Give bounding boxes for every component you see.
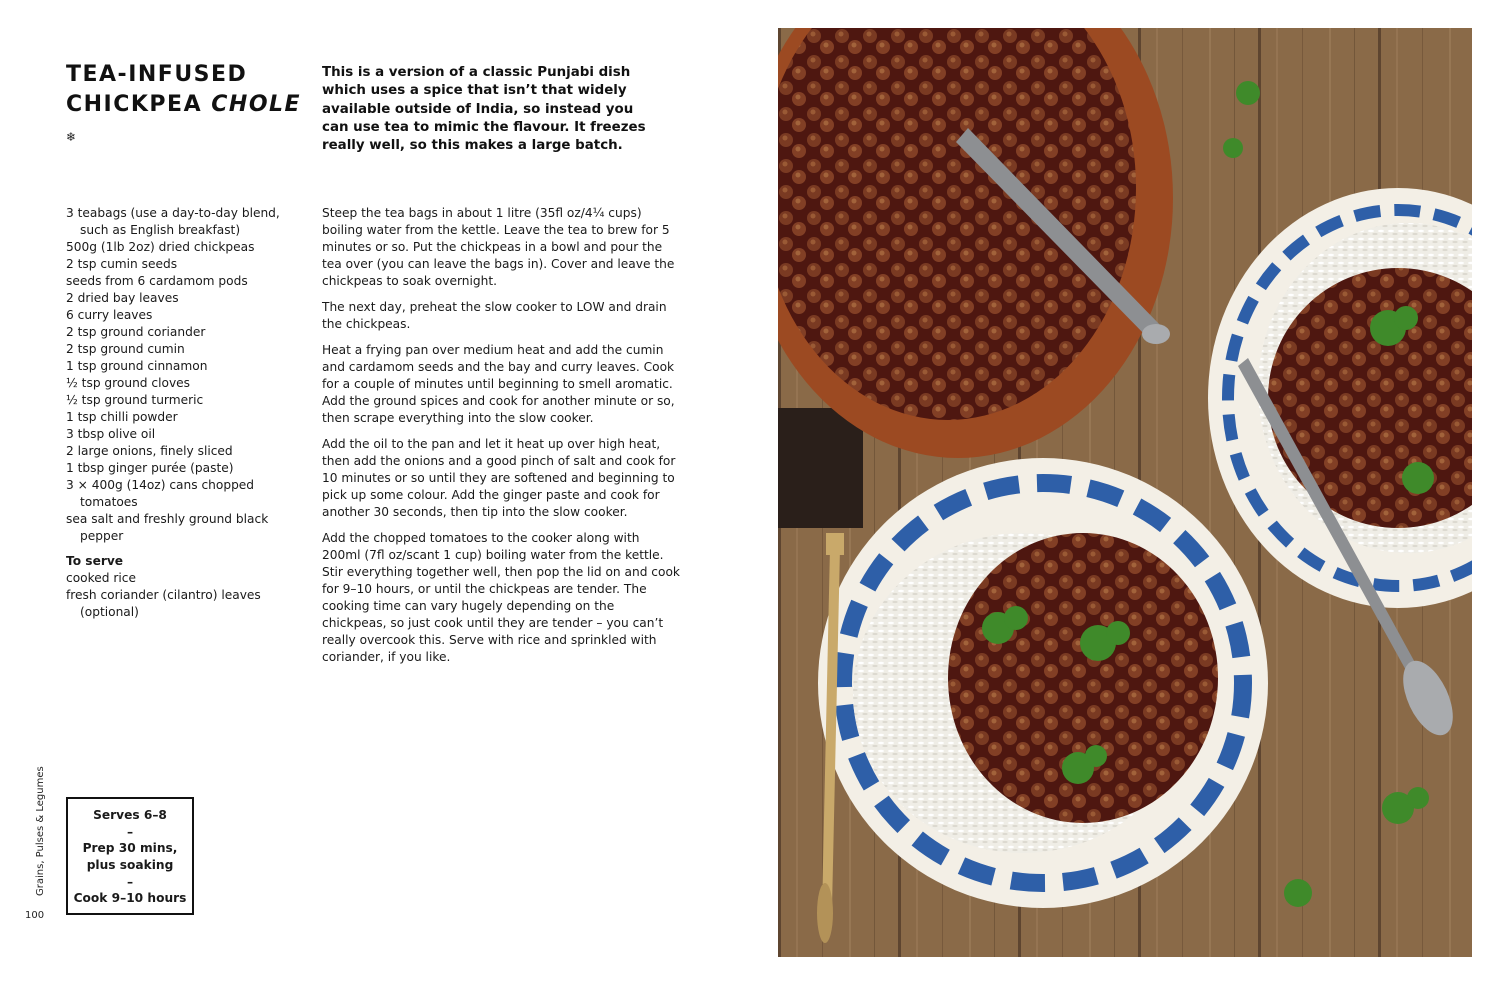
ingredient-item: 1 tsp chilli powder: [66, 410, 178, 424]
cook-text: Cook 9–10 hours: [73, 891, 187, 905]
ingredient-item: ½ tsp ground turmeric: [66, 393, 204, 407]
snowflake-icon: ❄: [66, 130, 77, 144]
serves-divider: –: [126, 825, 134, 839]
serves-text: Serves 6–8: [93, 808, 167, 822]
serves-divider: –: [126, 875, 134, 889]
ingredient-item: 1 tbsp ginger purée (paste): [66, 461, 234, 475]
prep-text-soaking: plus soaking: [86, 858, 174, 872]
method-steps: [322, 205, 680, 675]
method-step: Add the chopped tomatoes to the cooker along with 200ml (7fl oz/scant 1 cup) boiling water from the kettle. Stir everything together well, then pop the lid on and cook for 9–10 hours, or until the chickpeas are tender. The cooking time can vary hugely depending on the chickpeas, so just cook until they are tender – you can’t really overcook this. Serve with rice and sprinkled with coriander, if you like.: [322, 531, 680, 664]
method-step: Steep the tea bags in about 1 litre (35fl oz/4¼ cups) boiling water from the kettle. Leave the tea to brew for 5 minutes or so. Put the chickpeas in a bowl and pour the tea over (you can leave the bags in). Cover and leave the chickpeas to soak overnight.: [322, 206, 675, 288]
title-line-2-italic: CHOLE: [211, 92, 302, 117]
ingredients-list: [66, 205, 298, 621]
title-line-1: TEA-INFUSED: [66, 62, 248, 87]
serves-box: [66, 797, 194, 915]
title-line-2-regular: CHICKPEA: [66, 92, 212, 117]
recipe-intro: This is a version of a classic Punjabi dish which uses a spice that isn’t that widely available outside of India, so instead you can use tea to mimic the flavour. It freezes really well, so this makes a large batch.: [322, 65, 646, 154]
ingredient-item: 2 dried bay leaves: [66, 291, 179, 305]
method-step: The next day, preheat the slow cooker to LOW and drain the chickpeas.: [322, 300, 667, 331]
ingredient-item: ½ tsp ground cloves: [66, 376, 191, 390]
ingredient-item: 3 tbsp olive oil: [66, 427, 156, 441]
ingredient-item: 6 curry leaves: [66, 308, 153, 322]
recipe-photo: [778, 28, 1472, 957]
recipe-title: [66, 60, 301, 120]
serve-item: cooked rice: [66, 571, 136, 585]
ingredient-item: 2 large onions, finely sliced: [66, 444, 233, 458]
method-step: Heat a frying pan over medium heat and add the cumin and cardamom seeds and the bay and curry leaves. Cook for a couple of minutes until beginning to smell aromatic. Add the ground spices and cook for another minute or so, then scrape everything into the slow cooker.: [322, 343, 675, 425]
title-line-2: [66, 90, 301, 120]
front-plate: [818, 458, 1268, 908]
ingredient-item: seeds from 6 cardamom pods: [66, 274, 248, 288]
ingredient-item: 1 tsp ground cinnamon: [66, 359, 208, 373]
page-number: 100: [25, 910, 45, 921]
section-label: Grains, Pulses & Legumes: [35, 766, 46, 896]
serve-item: fresh coriander (cilantro) leaves (optional): [66, 588, 261, 619]
ingredient-item: 2 tsp cumin seeds: [66, 257, 178, 271]
chole-photo-illustration: [778, 28, 1472, 957]
ingredient-item: sea salt and freshly ground black pepper: [66, 512, 269, 543]
ingredient-item: 3 × 400g (14oz) cans chopped tomatoes: [66, 478, 255, 509]
method-step: Add the oil to the pan and let it heat up over high heat, then add the onions and a good pinch of salt and cook for 10 minutes or so until they are softened and beginning to pick up some colour. Add the ginger paste and cook for another 30 seconds, then tip into the slow cooker.: [322, 437, 676, 519]
ingredient-item: 3 teabags (use a day-to-day blend, such as English breakfast): [66, 206, 280, 237]
prep-text: Prep 30 mins,: [82, 841, 178, 855]
ingredient-item: 2 tsp ground cumin: [66, 342, 185, 356]
ingredient-item: 500g (1lb 2oz) dried chickpeas: [66, 240, 255, 254]
ingredient-item: 2 tsp ground coriander: [66, 325, 206, 339]
to-serve-heading: To serve: [66, 554, 124, 568]
